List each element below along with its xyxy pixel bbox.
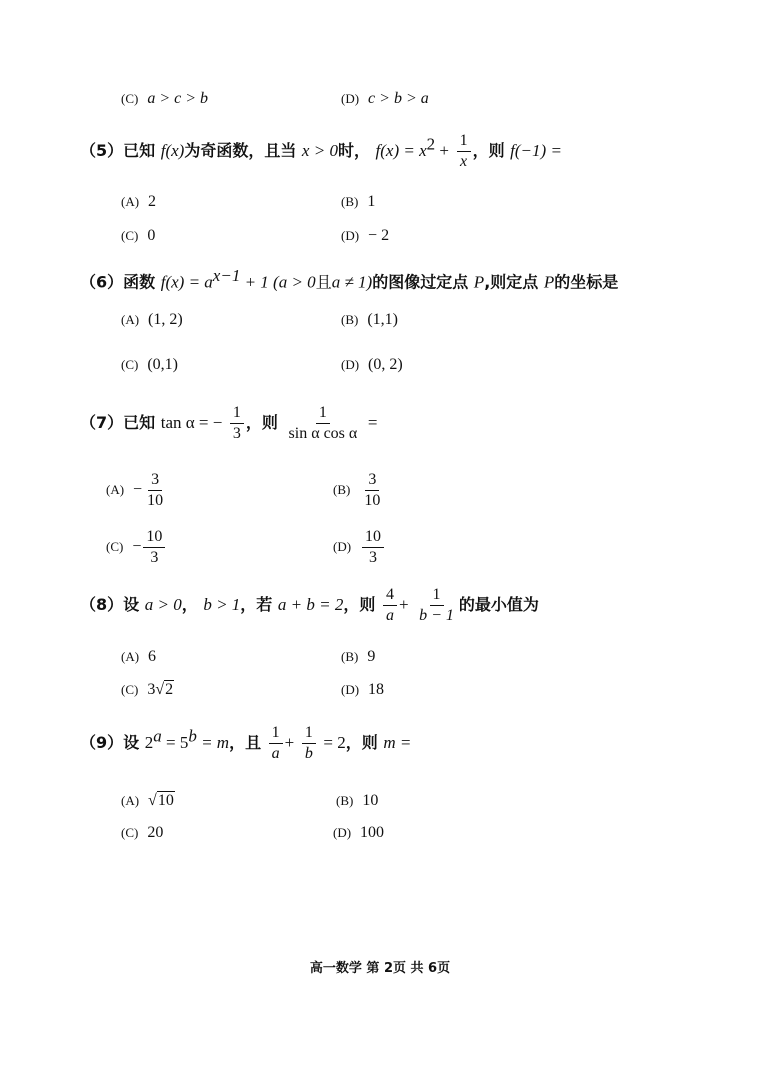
q4-option-c [121, 90, 208, 108]
fraction [230, 404, 244, 443]
math-op: + [398, 595, 409, 614]
fraction [416, 586, 457, 625]
fraction [361, 471, 383, 510]
option-label: (C) [121, 682, 139, 697]
math-expr: + 1 (a > 0 [240, 272, 316, 292]
denominator: 3 [369, 549, 378, 566]
option-text: 10 [362, 792, 379, 809]
question-number: （6） [80, 272, 124, 292]
math-expr: P [473, 272, 485, 292]
option-label: (C) [121, 228, 139, 243]
prompt-text: ,则定点 [484, 272, 539, 292]
question-number: （5） [80, 141, 124, 160]
prompt-text: ，且 [229, 733, 262, 752]
math-expr: tan α = − [160, 413, 223, 432]
prompt-text: ，则 [345, 733, 378, 752]
option-label: (A) [121, 793, 140, 808]
option-label: (C) [121, 91, 139, 106]
question-8 [80, 586, 539, 625]
option-label: (D) [341, 228, 360, 243]
option-label: (B) [336, 793, 354, 808]
numerator: 1 [430, 586, 444, 606]
q5-option-a [121, 193, 156, 211]
option-label: (D) [341, 357, 360, 372]
numerator: 3 [365, 471, 379, 491]
q7-option-b [333, 471, 385, 510]
denominator: b − 1 [419, 607, 454, 624]
q5-option-b [341, 193, 375, 211]
prompt-text: 时， [337, 141, 370, 160]
math-expr: f(x) [160, 141, 185, 160]
q8-option-a [121, 648, 156, 666]
sqrt-sign: √10 [148, 792, 174, 809]
option-label: (B) [341, 312, 359, 327]
prompt-text: 的最小值为 [458, 595, 539, 614]
numerator: 1 [302, 724, 316, 744]
option-label: (A) [106, 482, 125, 498]
denominator: 10 [147, 492, 164, 509]
numerator: 10 [143, 528, 165, 548]
denominator: 10 [364, 492, 381, 509]
numerator: 1 [457, 132, 471, 152]
exponent: 2 [426, 134, 436, 154]
page-footer: 高一数学 第 2页 共 6页 [309, 961, 451, 976]
q8-option-b [341, 648, 375, 666]
fraction [143, 528, 165, 567]
option-text: c > b > a [368, 90, 429, 107]
math-expr: f(x) = a [160, 272, 213, 292]
denominator: b [304, 745, 313, 762]
math-op: + [284, 733, 295, 752]
denominator: 3 [150, 549, 159, 566]
option-text: (1,1) [367, 311, 398, 328]
math-op: + [435, 141, 449, 160]
option-label: (A) [121, 194, 140, 209]
question-number: （7） [80, 413, 124, 432]
option-label: (C) [121, 825, 139, 840]
numerator: 1 [269, 724, 283, 744]
option-label: (B) [333, 482, 351, 498]
denominator: 3 [232, 425, 241, 442]
fraction [269, 724, 283, 763]
q6-option-d [341, 356, 403, 374]
prompt-text: 已知 [123, 413, 156, 432]
q6-option-c [121, 356, 178, 374]
q9-option-a [121, 792, 175, 810]
question-5 [80, 132, 562, 171]
denominator: a [385, 607, 394, 624]
math-expr: = m [196, 733, 230, 752]
prompt-text: ，若 [240, 595, 273, 614]
exponent: a [153, 726, 162, 746]
option-text: 2 [148, 193, 157, 210]
q9-option-c [121, 824, 163, 842]
option-label: (C) [121, 357, 139, 372]
q5-option-c [121, 227, 155, 245]
prompt-text: 的图像过定点 [372, 272, 469, 292]
numerator: 4 [383, 586, 397, 606]
q6-option-a [121, 311, 183, 329]
q7-option-c [106, 528, 167, 567]
math-expr: a ≠ 1) [331, 272, 373, 292]
numerator: 1 [316, 404, 330, 424]
math-expr: = 2 [323, 733, 346, 752]
sign: − [132, 538, 142, 556]
option-label: (D) [333, 825, 352, 840]
prompt-text: 且 [315, 272, 332, 292]
math-expr: a > 0 [144, 595, 182, 614]
denominator: sin α cos α [288, 425, 358, 442]
option-label: (D) [341, 682, 360, 697]
q4-option-d [341, 90, 429, 108]
option-text: 0 [147, 227, 156, 244]
q6-option-b [341, 311, 398, 329]
math-expr: f(−1) = [510, 141, 562, 160]
q5-option-d [341, 227, 389, 245]
numerator: 10 [362, 528, 384, 548]
option-text: (0,1) [147, 356, 178, 373]
prompt-text: 函数 [123, 272, 156, 292]
question-6 [80, 266, 618, 292]
prompt-text: ，则 [472, 141, 505, 160]
q9-option-b [336, 792, 378, 810]
option-label: (A) [121, 312, 140, 327]
option-text: 100 [360, 824, 385, 841]
numerator: 3 [148, 471, 162, 491]
q7-option-a [106, 471, 168, 510]
prompt-text: ，则 [343, 595, 376, 614]
math-op: = [367, 413, 378, 432]
option-text: a > c > b [147, 90, 209, 107]
fraction [286, 404, 361, 443]
fraction [302, 724, 316, 763]
q7-option-d [333, 528, 386, 567]
option-text: 9 [367, 648, 376, 665]
option-text: − 2 [368, 227, 390, 244]
sqrt-sign: √2 [155, 681, 174, 698]
denominator: a [271, 745, 280, 762]
option-label: (D) [333, 539, 352, 555]
prompt-text: ， [181, 595, 198, 614]
coefficient: 3 [147, 681, 156, 698]
q8-option-d [341, 681, 384, 699]
q9-option-d [333, 824, 384, 842]
question-7 [80, 404, 377, 443]
option-label: (B) [341, 194, 359, 209]
option-label: (C) [106, 539, 124, 555]
option-text: (0, 2) [368, 356, 403, 373]
fraction [362, 528, 384, 567]
question-number: （8） [80, 595, 124, 614]
prompt-text: ，则 [245, 413, 278, 432]
option-label: (D) [341, 91, 360, 106]
numerator: 1 [230, 404, 244, 424]
prompt-text: 已知 [123, 141, 156, 160]
option-text: 6 [148, 648, 157, 665]
math-expr: x > 0 [301, 141, 338, 160]
question-number: （9） [80, 733, 124, 752]
prompt-text: 为奇函数，且当 [184, 141, 297, 160]
fraction [457, 132, 471, 171]
exponent: b [188, 726, 197, 746]
exponent: x−1 [212, 266, 241, 285]
option-label: (A) [121, 649, 140, 664]
option-text: (1, 2) [148, 311, 183, 328]
prompt-text: 的坐标是 [554, 272, 619, 292]
q8-option-c [121, 681, 174, 699]
math-expr: a + b = 2 [277, 595, 344, 614]
radicand: 10 [157, 792, 174, 809]
prompt-text: 设 [123, 595, 140, 614]
math-expr: f(x) = x [375, 141, 427, 160]
fraction [144, 471, 166, 510]
fraction [383, 586, 397, 625]
math-expr: b > 1 [203, 595, 241, 614]
denominator: x [460, 153, 468, 170]
option-text: 18 [368, 681, 385, 698]
radicand: 2 [165, 681, 174, 698]
question-9 [80, 724, 411, 763]
sign: − [133, 481, 143, 499]
math-expr: P [543, 272, 555, 292]
prompt-text: 设 [123, 733, 140, 752]
option-text: 20 [147, 824, 164, 841]
math-expr: = 5 [161, 733, 189, 752]
option-label: (B) [341, 649, 359, 664]
math-expr: 2 [144, 733, 154, 752]
option-text: 1 [367, 193, 376, 210]
math-expr: m = [383, 733, 412, 752]
